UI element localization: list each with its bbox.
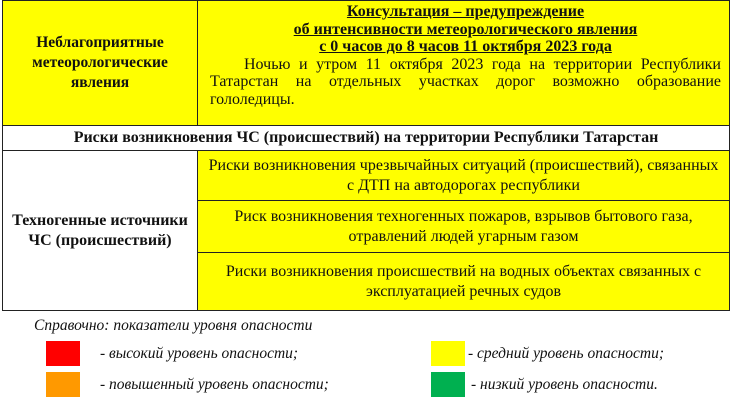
risk-source-label-cell [2, 150, 198, 311]
consultation-heading-line: об интенсивности метеорологического явления [293, 20, 638, 38]
legend-label: - высокий уровень опасности; [100, 344, 299, 362]
risk-source-label: Техногенные источники ЧС (происшествий) [12, 211, 188, 249]
legend-item-medium [431, 341, 664, 366]
forecast-paragraph: Ночью и утром 11 октября 2023 года на территории Республики Татарстан на отдельных участках дорог возможно образование гололедицы. [210, 55, 721, 108]
legend-label: - повышенный уровень опасности; [100, 375, 329, 393]
legend-title: Справочно: показатели уровня опасности [34, 317, 313, 334]
risk-item [197, 252, 730, 311]
consultation-heading-line: Консультация – предупреждение [346, 3, 585, 20]
legend-swatch-red [46, 341, 80, 366]
legend-item-high [46, 341, 298, 366]
consultation-heading-line: с 0 часов до 8 часов 11 октября 2023 года [319, 38, 612, 55]
risk-item-text: Риски возникновения происшествий на водных объектах связанных с эксплуатацией речных судов [225, 262, 702, 300]
legend-item-elevated [46, 372, 329, 397]
legend-swatch-yellow [431, 341, 465, 366]
legend-label: - средний уровень опасности; [468, 344, 665, 362]
legend-label: - низкий уровень опасности. [471, 375, 658, 393]
risks-title: Риски возникновения ЧС (происшествий) на территории Республики Татарстан [73, 129, 659, 146]
phenomena-label: Неблагоприятные метеорологические явления [32, 34, 168, 91]
phenomena-content-cell [197, 0, 730, 126]
phenomena-label-cell [2, 0, 198, 126]
risk-item-text: Риск возникновения техногенных пожаров, взрывов бытового газа, отравлений людей угарным газом [234, 207, 693, 245]
legend-swatch-orange [46, 372, 80, 397]
legend-swatch-green [431, 372, 465, 397]
risk-item [197, 200, 730, 253]
risks-title-cell [2, 125, 730, 151]
risk-item-text: Риски возникновения чрезвычайных ситуаций (происшествий), связанных с ДТП на автодорогах республики [208, 156, 719, 194]
legend-item-low [431, 372, 658, 397]
risk-item [197, 150, 730, 201]
